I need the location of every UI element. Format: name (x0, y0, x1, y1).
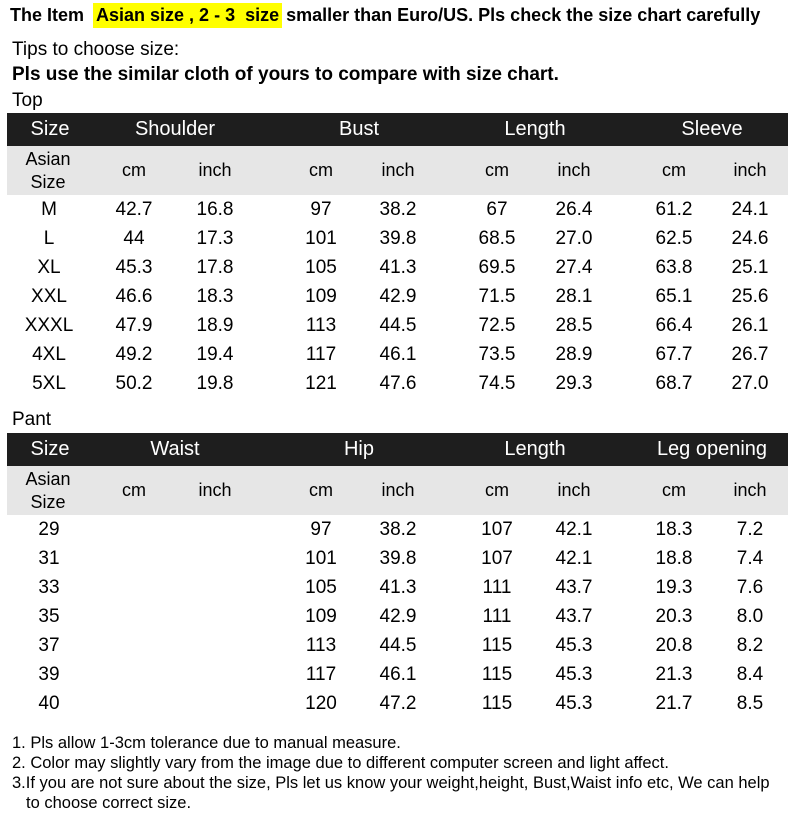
hip-cm-cell: 120 (305, 693, 337, 714)
leg-opening-cm-cell: 18.8 (655, 548, 693, 569)
column-header-size: Size (30, 438, 70, 460)
length-cm-cell: 74.5 (478, 373, 516, 394)
leg-opening-cm-cell: 20.8 (655, 635, 693, 656)
bust-cm-cell: 97 (310, 199, 332, 220)
hip-inch-cell: 46.1 (379, 664, 417, 685)
unit-header-cm: cm (485, 160, 509, 180)
size-cell: 29 (38, 519, 60, 540)
length-cm-cell: 111 (482, 577, 512, 598)
sleeve-inch-cell: 27.0 (731, 373, 769, 394)
table-row (7, 544, 788, 573)
pant-section-label: Pant (12, 409, 52, 430)
size-cell: 31 (38, 548, 60, 569)
length-inch-cell: 43.7 (555, 577, 593, 598)
length-inch-cell: 26.4 (555, 199, 593, 220)
length-inch-cell: 45.3 (555, 635, 593, 656)
leg-opening-cm-cell: 21.7 (655, 693, 693, 714)
bust-inch-cell: 44.5 (379, 315, 417, 336)
length-cm-cell: 115 (481, 635, 513, 656)
hip-inch-cell: 47.2 (379, 693, 417, 714)
column-header-bust: Bust (338, 118, 380, 140)
shoulder-cm-cell: 45.3 (115, 257, 153, 278)
tips-advice: Pls use the similar cloth of yours to compare with size chart. (12, 64, 559, 85)
column-header-shoulder: Shoulder (134, 118, 216, 140)
sleeve-cm-cell: 62.5 (655, 228, 693, 249)
table-row (7, 689, 788, 718)
shoulder-inch-cell: 18.9 (196, 315, 234, 336)
note-1: 1. Pls allow 1-3cm tolerance due to manual measure. (12, 734, 401, 752)
shoulder-inch-cell: 17.3 (196, 228, 234, 249)
column-header-sleeve: Sleeve (681, 118, 743, 140)
bust-cm-cell: 113 (305, 315, 337, 336)
leg-opening-cm-cell: 18.3 (655, 519, 693, 540)
length-cm-cell: 68.5 (478, 228, 516, 249)
length-inch-cell: 42.1 (555, 548, 593, 569)
size-cell: M (41, 199, 57, 220)
hip-inch-cell: 42.9 (379, 606, 417, 627)
hip-inch-cell: 39.8 (379, 548, 417, 569)
bust-inch-cell: 47.6 (379, 373, 417, 394)
length-cm-cell: 67 (486, 199, 508, 220)
column-header-waist: Waist (150, 438, 200, 460)
leg-opening-inch-cell: 8.5 (736, 693, 764, 714)
length-cm-cell: 115 (481, 693, 513, 714)
sleeve-inch-cell: 25.1 (731, 257, 769, 278)
sleeve-inch-cell: 25.6 (731, 286, 769, 307)
size-cell: 35 (38, 606, 60, 627)
length-inch-cell: 42.1 (555, 519, 593, 540)
bust-cm-cell: 117 (305, 344, 337, 365)
length-cm-cell: 71.5 (478, 286, 516, 307)
length-inch-cell: 43.7 (555, 606, 593, 627)
size-cell: L (43, 228, 55, 249)
shoulder-inch-cell: 19.4 (196, 344, 234, 365)
table-row (7, 311, 788, 340)
size-notice (10, 3, 760, 28)
bust-inch-cell: 41.3 (379, 257, 417, 278)
table-row (7, 573, 788, 602)
tips-title: Tips to choose size: (12, 39, 180, 60)
length-cm-cell: 73.5 (478, 344, 516, 365)
length-inch-cell: 28.9 (555, 344, 593, 365)
table-row (7, 602, 788, 631)
hip-cm-cell: 113 (305, 635, 337, 656)
unit-header-inch: inch (733, 480, 767, 500)
table-row (7, 195, 788, 224)
table-row (7, 660, 788, 689)
column-header-hip: Hip (343, 438, 374, 460)
unit-header-inch: inch (198, 480, 232, 500)
hip-cm-cell: 97 (310, 519, 332, 540)
asian-size-label: Asian Size (25, 468, 71, 512)
length-inch-cell: 28.1 (555, 286, 593, 307)
unit-header-inch: inch (557, 480, 591, 500)
size-cell: 4XL (32, 344, 66, 365)
unit-header-inch: inch (381, 160, 415, 180)
hip-inch-cell: 38.2 (379, 519, 417, 540)
leg-opening-cm-cell: 19.3 (655, 577, 693, 598)
size-cell: XXXL (24, 315, 74, 336)
length-inch-cell: 45.3 (555, 664, 593, 685)
leg-opening-cm-cell: 21.3 (655, 664, 693, 685)
shoulder-cm-cell: 49.2 (115, 344, 153, 365)
sleeve-cm-cell: 63.8 (655, 257, 693, 278)
table-row (7, 515, 788, 544)
shoulder-inch-cell: 18.3 (196, 286, 234, 307)
sleeve-cm-cell: 66.4 (655, 315, 693, 336)
bust-cm-cell: 101 (305, 228, 337, 249)
column-header-length: Length (504, 118, 566, 140)
shoulder-cm-cell: 50.2 (115, 373, 153, 394)
hip-cm-cell: 109 (305, 606, 337, 627)
top-size-table (7, 113, 788, 398)
size-cell: 33 (38, 577, 60, 598)
unit-header-cm: cm (122, 160, 146, 180)
note-3-continuation: to choose correct size. (26, 794, 192, 812)
length-cm-cell: 69.5 (478, 257, 516, 278)
table-row (7, 631, 788, 660)
length-inch-cell: 27.0 (555, 228, 593, 249)
size-cell: 39 (38, 664, 60, 685)
shoulder-inch-cell: 17.8 (196, 257, 234, 278)
sleeve-inch-cell: 26.1 (731, 315, 769, 336)
unit-header-inch: inch (557, 160, 591, 180)
top-section-label: Top (12, 90, 43, 111)
size-cell: 5XL (32, 373, 66, 394)
column-header-length: Length (504, 438, 566, 460)
leg-opening-inch-cell: 8.2 (736, 635, 764, 656)
unit-header-cm: cm (122, 480, 146, 500)
size-cell: 37 (38, 635, 60, 656)
unit-header-cm: cm (309, 480, 333, 500)
shoulder-cm-cell: 46.6 (115, 286, 153, 307)
column-header-leg-opening: Leg opening (656, 438, 768, 460)
size-cell: XXL (31, 286, 67, 307)
unit-header-inch: inch (733, 160, 767, 180)
sleeve-cm-cell: 61.2 (655, 199, 693, 220)
column-header-size: Size (30, 118, 70, 140)
hip-inch-cell: 41.3 (379, 577, 417, 598)
leg-opening-inch-cell: 7.2 (736, 519, 764, 540)
table-row (7, 282, 788, 311)
leg-opening-inch-cell: 7.6 (736, 577, 764, 598)
notice-prefix: The Item (10, 5, 85, 25)
table-row (7, 224, 788, 253)
unit-header-cm: cm (309, 160, 333, 180)
note-3: 3.If you are not sure about the size, Pls let us know your weight,height, Bust,Waist info etc, We can help (12, 774, 770, 792)
bust-inch-cell: 46.1 (379, 344, 417, 365)
unit-header-cm: cm (485, 480, 509, 500)
hip-cm-cell: 101 (305, 548, 337, 569)
size-cell: XL (37, 257, 61, 278)
sleeve-cm-cell: 68.7 (655, 373, 693, 394)
bust-cm-cell: 105 (305, 257, 337, 278)
shoulder-cm-cell: 42.7 (115, 199, 153, 220)
shoulder-cm-cell: 44 (123, 228, 145, 249)
length-cm-cell: 72.5 (478, 315, 516, 336)
shoulder-inch-cell: 16.8 (196, 199, 234, 220)
sleeve-inch-cell: 24.1 (731, 199, 769, 220)
length-cm-cell: 107 (481, 548, 513, 569)
length-cm-cell: 111 (482, 606, 512, 627)
note-2: 2. Color may slightly vary from the image due to different computer screen and light affect. (12, 754, 669, 772)
length-inch-cell: 45.3 (555, 693, 593, 714)
leg-opening-inch-cell: 7.4 (736, 548, 764, 569)
bust-inch-cell: 38.2 (379, 199, 417, 220)
unit-header-cm: cm (662, 160, 686, 180)
hip-cm-cell: 117 (305, 664, 337, 685)
unit-header-inch: inch (381, 480, 415, 500)
length-inch-cell: 27.4 (555, 257, 593, 278)
sleeve-inch-cell: 26.7 (731, 344, 769, 365)
sleeve-cm-cell: 65.1 (655, 286, 693, 307)
notice-suffix: smaller than Euro/US. Pls check the size chart carefully (286, 5, 761, 25)
unit-header-inch: inch (198, 160, 232, 180)
bust-inch-cell: 42.9 (379, 286, 417, 307)
unit-header-cm: cm (662, 480, 686, 500)
length-inch-cell: 29.3 (555, 373, 593, 394)
table-row (7, 253, 788, 282)
pant-size-table (7, 433, 788, 718)
shoulder-inch-cell: 19.8 (196, 373, 234, 394)
sleeve-cm-cell: 67.7 (655, 344, 693, 365)
bust-inch-cell: 39.8 (379, 228, 417, 249)
length-cm-cell: 115 (481, 664, 513, 685)
leg-opening-cm-cell: 20.3 (655, 606, 693, 627)
shoulder-cm-cell: 47.9 (115, 315, 153, 336)
notice-highlight: Asian size , 2 - 3 size (93, 3, 282, 28)
leg-opening-inch-cell: 8.4 (736, 664, 764, 685)
length-cm-cell: 107 (481, 519, 513, 540)
table-row (7, 340, 788, 369)
sleeve-inch-cell: 24.6 (731, 228, 769, 249)
asian-size-label: Asian Size (25, 148, 71, 192)
size-cell: 40 (38, 693, 60, 714)
hip-inch-cell: 44.5 (379, 635, 417, 656)
length-inch-cell: 28.5 (555, 315, 593, 336)
leg-opening-inch-cell: 8.0 (736, 606, 764, 627)
bust-cm-cell: 121 (305, 373, 337, 394)
table-row (7, 369, 788, 398)
hip-cm-cell: 105 (305, 577, 337, 598)
bust-cm-cell: 109 (305, 286, 337, 307)
